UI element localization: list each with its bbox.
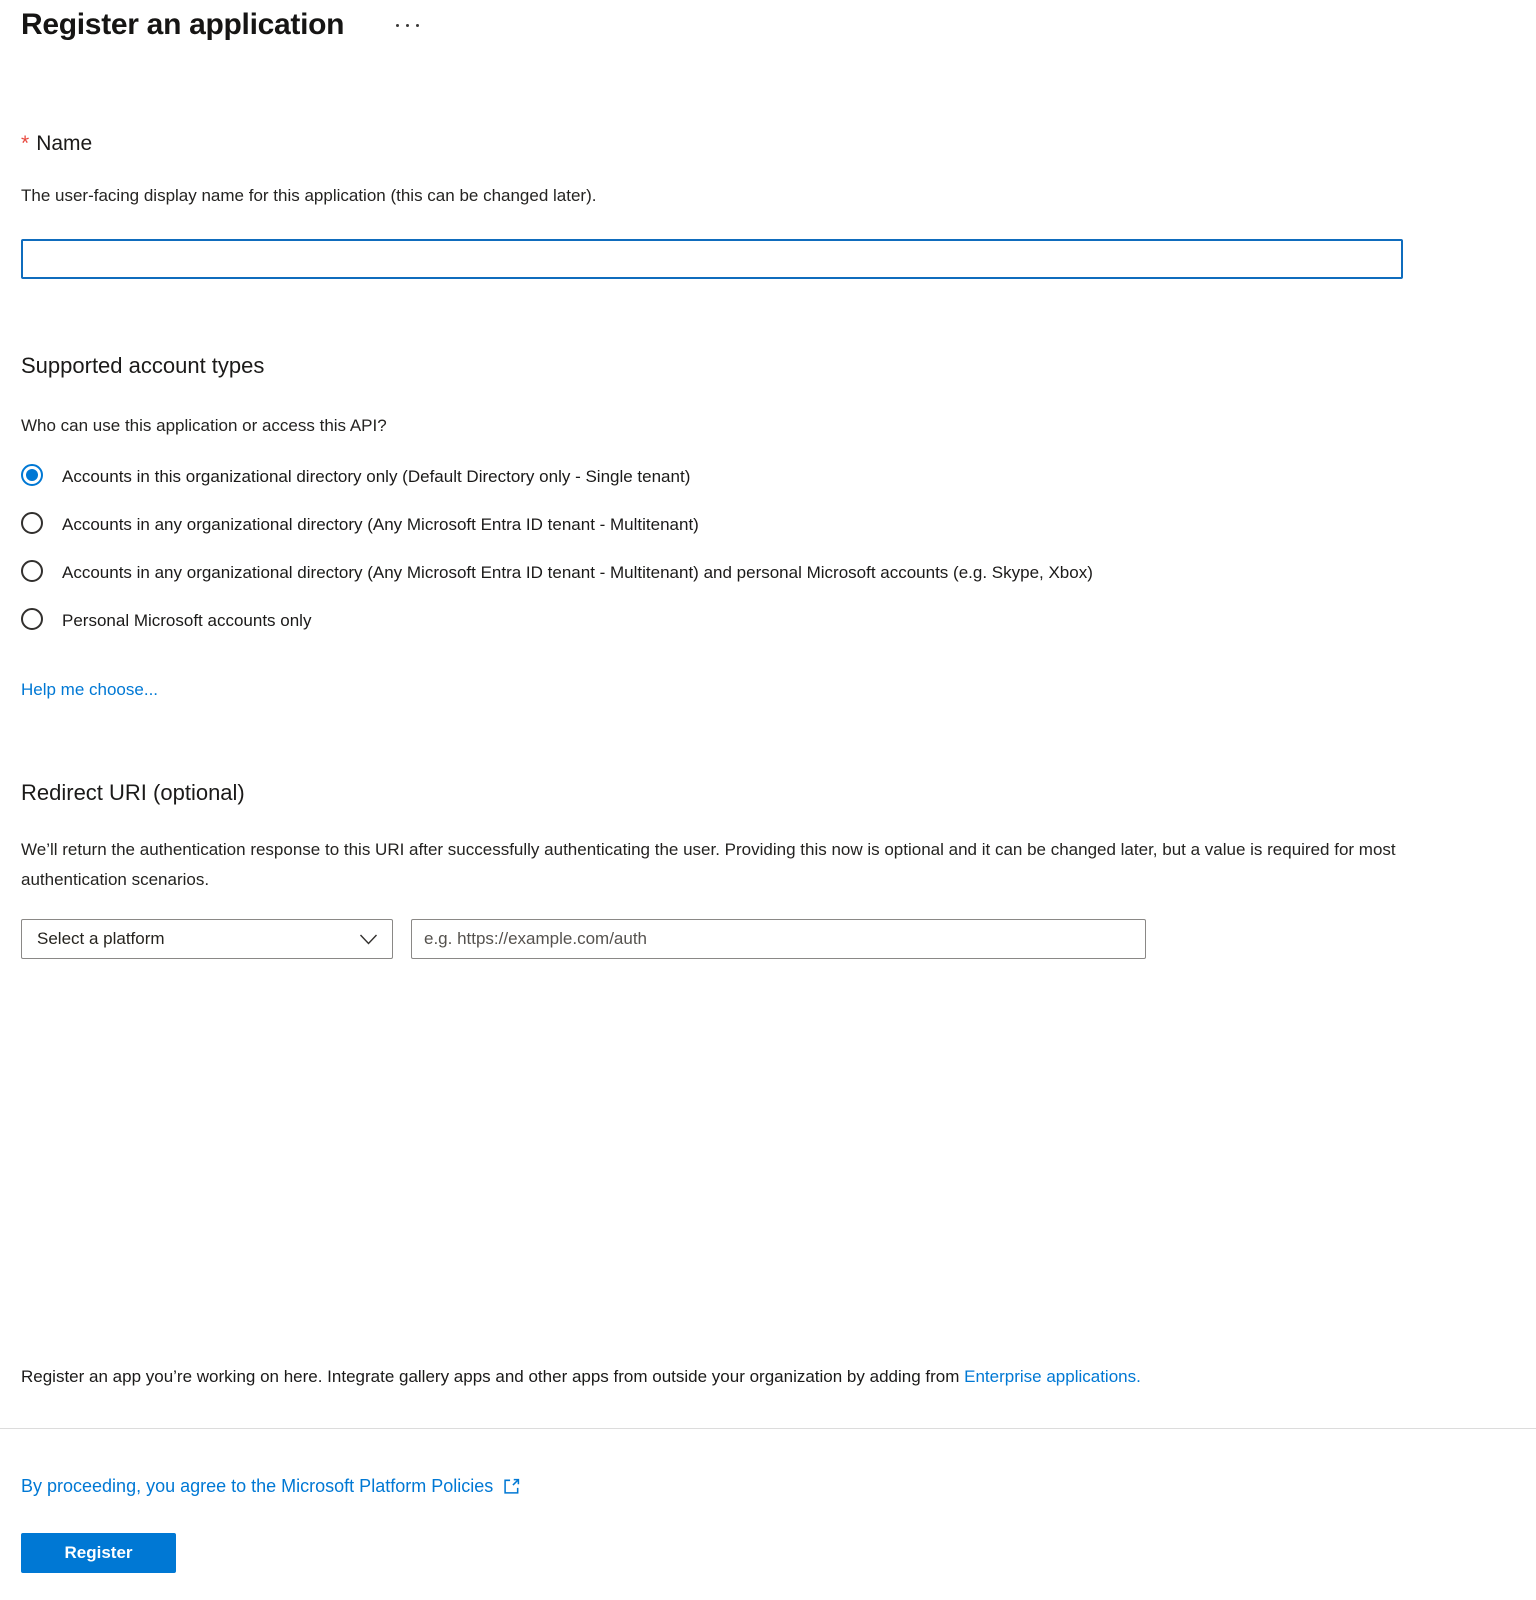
radio-button-icon [21,464,43,486]
more-actions-icon[interactable] [394,18,421,33]
account-types-heading: Supported account types [21,353,265,378]
radio-option-label: Accounts in this organizational directory only (Default Directory only - Single tenant) [62,467,691,486]
external-link-icon [502,1477,521,1496]
enterprise-applications-link[interactable]: Enterprise applications. [964,1367,1141,1386]
name-field-label [21,132,1496,156]
footer-bar [0,1428,1536,1600]
radio-option-multitenant[interactable] [21,509,1496,540]
register-button[interactable]: Register [21,1533,176,1573]
platform-select-value: Select a platform [37,929,165,948]
name-label-text: Name [36,132,93,155]
redirect-uri-description: We’ll return the authentication response to this URI after successfully authenticating the user. Providing this now is optional and it can be changed later, but a value is required for most authentication scenarios. [21,840,1396,889]
enterprise-note-text: Register an app you’re working on here. Integrate gallery apps and other apps from outside your organization by adding from [21,1367,965,1386]
platform-policies-link[interactable]: By proceeding, you agree to the Microsoft Platform Policies [21,1476,494,1496]
enterprise-apps-note [21,1363,1518,1391]
radio-button-icon [21,512,43,534]
redirect-uri-heading: Redirect URI (optional) [21,780,245,805]
chevron-down-icon [359,932,378,946]
policy-row [21,1476,1536,1497]
radio-option-personal-only[interactable] [21,605,1496,636]
name-input[interactable] [21,239,1403,279]
radio-option-label: Accounts in any organizational directory (Any Microsoft Entra ID tenant - Multitenant) and personal Microsoft accounts (e.g. Skype, Xbox) [62,563,1093,582]
radio-option-multitenant-personal[interactable] [21,557,1496,588]
redirect-uri-controls [21,919,1496,959]
radio-button-icon [21,560,43,582]
radio-option-single-tenant[interactable] [21,461,1496,492]
redirect-uri-input[interactable] [411,919,1146,959]
name-field-description: The user-facing display name for this application (this can be changed later). [21,186,597,205]
account-types-question: Who can use this application or access this API? [21,416,387,435]
title-row [21,8,1496,42]
radio-option-label: Personal Microsoft accounts only [62,611,312,630]
account-type-radio-group [21,461,1496,636]
radio-button-icon [21,608,43,630]
platform-select-dropdown[interactable] [21,919,393,959]
page-title: Register an application [21,8,345,41]
required-asterisk: * [21,132,30,155]
help-me-choose-link[interactable]: Help me choose... [21,680,159,699]
radio-option-label: Accounts in any organizational directory (Any Microsoft Entra ID tenant - Multitenant) [62,515,699,534]
